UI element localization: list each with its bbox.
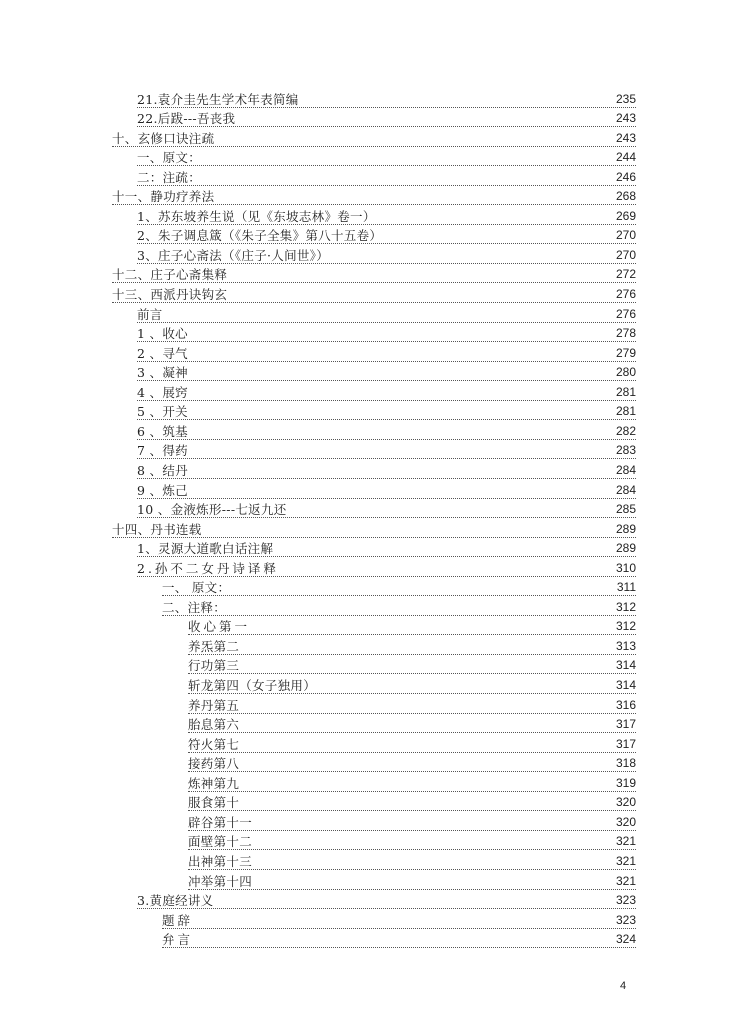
toc-entry-title: 2、朱子调息箴（《朱子全集》第八十五卷） bbox=[137, 228, 383, 244]
toc-entry-title: 收心第一 bbox=[188, 619, 251, 635]
toc-entry-page: 284 bbox=[612, 463, 636, 478]
toc-entry-page: 321 bbox=[612, 834, 636, 849]
toc-entry-title: 十一、静功疗养法 bbox=[112, 189, 215, 205]
toc-entry-page: 243 bbox=[612, 131, 636, 146]
toc-entry-page: 285 bbox=[612, 502, 636, 517]
toc-entry-title: 3.黄庭经讲义 bbox=[137, 893, 214, 909]
toc-entry-page: 276 bbox=[612, 307, 636, 322]
toc-entry[interactable] bbox=[162, 909, 636, 929]
toc-entry-title: 养丹第五 bbox=[188, 697, 240, 713]
toc-entry-page: 318 bbox=[612, 756, 636, 771]
toc-entry[interactable] bbox=[137, 381, 636, 401]
toc-entry[interactable] bbox=[162, 577, 636, 597]
toc-entry[interactable] bbox=[137, 401, 636, 421]
toc-entry-page: 317 bbox=[612, 737, 636, 752]
toc-entry[interactable] bbox=[188, 870, 636, 890]
toc-entry[interactable] bbox=[188, 772, 636, 792]
toc-entry-page: 310 bbox=[612, 561, 636, 576]
toc-entry-page: 323 bbox=[612, 893, 636, 908]
toc-entry-page: 269 bbox=[612, 209, 636, 224]
toc-entry[interactable] bbox=[188, 733, 636, 753]
toc-entry-title: 服食第十 bbox=[188, 795, 240, 811]
toc-entry[interactable] bbox=[137, 108, 636, 128]
toc-entry-title: 面壁第十二 bbox=[188, 834, 253, 850]
toc-entry[interactable] bbox=[112, 284, 636, 304]
toc-entry-title: 二、注释： bbox=[162, 599, 227, 615]
toc-entry-title: 3、庄子心斋法（《庄子·人间世》） bbox=[137, 247, 330, 263]
toc-entry-page: 282 bbox=[612, 424, 636, 439]
toc-entry-title: 养炁第二 bbox=[188, 638, 240, 654]
toc-entry[interactable] bbox=[137, 557, 636, 577]
toc-entry[interactable] bbox=[137, 890, 636, 910]
toc-entry-title: 弁言 bbox=[162, 932, 194, 948]
toc-entry[interactable] bbox=[112, 518, 636, 538]
toc-entry-title: 1、苏东坡养生说（见《东坡志林》卷一） bbox=[137, 208, 376, 224]
toc-entry[interactable] bbox=[112, 127, 636, 147]
page-number: 4 bbox=[620, 980, 627, 992]
toc-entry-title: 辟谷第十一 bbox=[188, 814, 253, 830]
toc-entry-page: 243 bbox=[612, 111, 636, 126]
toc-entry[interactable] bbox=[137, 479, 636, 499]
toc-entry-page: 311 bbox=[612, 580, 636, 595]
toc-entry-title: 斩龙第四（女子独用） bbox=[188, 678, 317, 693]
toc-entry-title: 胎息第六 bbox=[188, 717, 240, 733]
toc-entry-page: 319 bbox=[612, 776, 636, 791]
toc-entry-page: 270 bbox=[612, 248, 636, 263]
toc-entry[interactable] bbox=[137, 362, 636, 382]
toc-entry[interactable] bbox=[137, 205, 636, 225]
toc-entry[interactable] bbox=[112, 186, 636, 206]
toc-entry-page: 246 bbox=[612, 170, 636, 185]
toc-entry[interactable] bbox=[162, 929, 636, 949]
toc-entry-page: 289 bbox=[612, 541, 636, 556]
toc-entry[interactable] bbox=[188, 831, 636, 851]
toc-entry-page: 283 bbox=[612, 443, 636, 458]
toc-entry[interactable] bbox=[137, 323, 636, 343]
toc-entry-page: 281 bbox=[612, 385, 636, 400]
toc-entry-page: 272 bbox=[612, 267, 636, 282]
toc-entry[interactable] bbox=[162, 596, 636, 616]
toc-entry[interactable] bbox=[137, 459, 636, 479]
toc-entry[interactable] bbox=[188, 635, 636, 655]
toc-entry-page: 276 bbox=[612, 287, 636, 302]
toc-entry[interactable] bbox=[137, 538, 636, 558]
toc-entry-title: 2 、寻气 bbox=[137, 345, 188, 361]
toc-entry-page: 268 bbox=[612, 189, 636, 204]
toc-entry[interactable] bbox=[188, 655, 636, 675]
toc-entry-page: 324 bbox=[612, 932, 636, 947]
toc-entry-page: 280 bbox=[612, 365, 636, 380]
toc-entry-title: 1、灵源大道歌白话注解 bbox=[137, 541, 274, 557]
toc-entry-title: 6 、筑基 bbox=[137, 423, 188, 439]
toc-entry-page: 314 bbox=[612, 658, 636, 673]
toc-entry[interactable] bbox=[137, 499, 636, 519]
toc-entry-title: 一、 原文： bbox=[162, 580, 231, 596]
toc-entry-title: 十三、西派丹诀钩玄 bbox=[112, 287, 228, 302]
toc-entry-page: 244 bbox=[612, 150, 636, 165]
toc-entry-page: 279 bbox=[612, 346, 636, 361]
toc-entry-page: 316 bbox=[612, 698, 636, 713]
toc-entry-title: 3 、凝神 bbox=[137, 365, 188, 381]
toc-entry-title: 5 、开关 bbox=[137, 404, 188, 420]
toc-entry-title: 22.后跋---吾丧我 bbox=[137, 111, 236, 127]
toc-entry-title: 冲举第十四 bbox=[188, 873, 253, 889]
toc-entry-title: 二：注疏： bbox=[137, 169, 202, 185]
toc-entry-page: 312 bbox=[612, 619, 636, 634]
toc-entry-title: 十、玄修口诀注疏 bbox=[112, 130, 215, 146]
toc-entry-title: 9 、炼己 bbox=[137, 482, 188, 498]
toc-entry-title: 2.孙不二女丹诗译释 bbox=[137, 560, 279, 576]
toc-entry-page: 281 bbox=[612, 404, 636, 419]
toc-entry-page: 321 bbox=[612, 874, 636, 889]
toc-entry[interactable] bbox=[188, 850, 636, 870]
toc-entry-title: 炼神第九 bbox=[188, 775, 240, 791]
toc-entry[interactable] bbox=[137, 88, 636, 108]
toc-entry-page: 312 bbox=[612, 600, 636, 615]
toc-entry-title: 10 、金液炼形---七返九还 bbox=[137, 502, 287, 518]
toc-entry[interactable] bbox=[112, 264, 636, 284]
toc-entry-page: 317 bbox=[612, 717, 636, 732]
toc-entry[interactable] bbox=[137, 166, 636, 186]
toc-entry-title: 行功第三 bbox=[188, 658, 240, 674]
toc-entry[interactable] bbox=[188, 792, 636, 812]
toc-entry-page: 313 bbox=[612, 639, 636, 654]
toc-entry[interactable] bbox=[137, 303, 636, 323]
toc-entry-title: 符火第七 bbox=[188, 736, 240, 752]
toc-entry[interactable] bbox=[188, 753, 636, 773]
toc-entry[interactable] bbox=[137, 225, 636, 245]
toc-entry-title: 前言 bbox=[137, 306, 163, 322]
toc-entry-title: 8 、结丹 bbox=[137, 462, 188, 478]
toc-entry-title: 十四、丹书连载 bbox=[112, 521, 202, 537]
toc-entry[interactable] bbox=[137, 147, 636, 167]
toc-entry[interactable] bbox=[137, 420, 636, 440]
toc-entry-page: 314 bbox=[612, 678, 636, 693]
toc-entry-page: 320 bbox=[612, 795, 636, 810]
toc-entry-title: 4 、展窍 bbox=[137, 384, 188, 400]
toc-entry[interactable] bbox=[188, 811, 636, 831]
toc-entry-page: 270 bbox=[612, 228, 636, 243]
toc-entry[interactable] bbox=[188, 714, 636, 734]
toc-entry-title: 21.袁介圭先生学术年表简编 bbox=[137, 91, 299, 107]
toc-entry-page: 289 bbox=[612, 522, 636, 537]
toc-entry-title: 出神第十三 bbox=[188, 853, 253, 869]
toc-entry-title: 7 、得药 bbox=[137, 443, 188, 459]
toc-entry-title: 接药第八 bbox=[188, 756, 240, 772]
toc-entry-title: 一、原文： bbox=[137, 150, 202, 166]
toc-entry[interactable] bbox=[188, 694, 636, 714]
toc-entry[interactable] bbox=[137, 244, 636, 264]
toc-entry-page: 323 bbox=[612, 913, 636, 928]
toc-entry-title: 十二、庄子心斋集释 bbox=[112, 267, 228, 283]
toc-entry-page: 284 bbox=[612, 483, 636, 498]
toc-entry[interactable] bbox=[137, 342, 636, 362]
toc-entry-title: 1 、收心 bbox=[137, 326, 188, 342]
toc-entry-page: 278 bbox=[612, 326, 636, 341]
toc-entry-page: 235 bbox=[612, 92, 636, 107]
toc-entry-page: 320 bbox=[612, 815, 636, 830]
toc-entry[interactable] bbox=[137, 440, 636, 460]
toc-entry[interactable] bbox=[188, 616, 636, 636]
toc-entry-title: 题辞 bbox=[162, 912, 194, 928]
toc-entry[interactable] bbox=[188, 675, 636, 695]
toc-entry-page: 321 bbox=[612, 854, 636, 869]
